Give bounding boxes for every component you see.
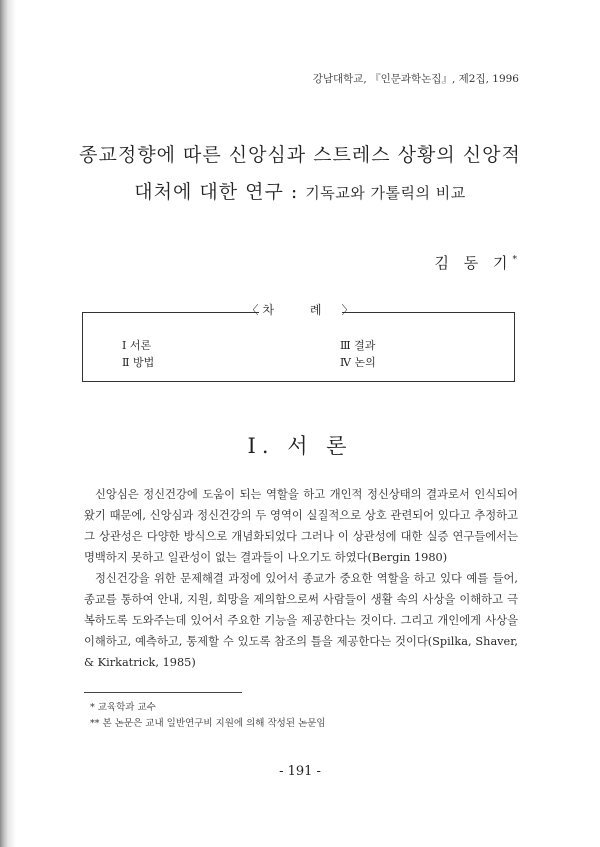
paper-title-main: 대처에 대한 연구 : xyxy=(134,181,306,203)
author-footnote-mark: * xyxy=(512,255,517,265)
body-paragraph: 정신건강을 위한 문제해결 과정에 있어서 종교가 중요한 역할을 하고 있다 예를 들어, 종교를 통하여 안내, 지원, 희망을 제의함으로써 사람들이 생활 속의 사상을 이해하고 극복하도록 도와주는데 있어서 주요한 기능을 제공한다는 것이다. 그리고 개인에게 사상을 이해하고, 예측하고, 통제할 수 있도록 참조의 틀을 제공한다는 것이다(Spilka, Shaver, & Kirkatrick, 1985) xyxy=(84,572,518,669)
footnote: ** 본 논문은 교내 일반연구비 지원에 의해 작성된 논문임 xyxy=(90,718,326,729)
body-text xyxy=(84,484,518,673)
scan-edge-shadow xyxy=(0,0,16,847)
section-heading: Ⅰ. 서 론 xyxy=(247,434,353,458)
toc-heading-text: 차 례 xyxy=(259,303,342,317)
author-name xyxy=(434,252,517,273)
toc-item: Ⅲ 결과 xyxy=(340,339,376,352)
author-name-text: 김 동 기 xyxy=(434,254,513,272)
page-number: - 191 - xyxy=(279,764,321,779)
body-paragraph: 신앙심은 정신건강에 도움이 되는 역할을 하고 개인적 정신상태의 결과로서 인식되어 왔기 때문에, 신앙심과 정신건강의 두 영역이 실질적으로 상호 관련되어 있다고 추정하고 그 상관성은 다양한 방식으로 개념화되었다 그러나 이 상관성에 대한 실증 연구들에서는 명백하지 못하고 일관성이 없는 결과들이 나오기도 하였다(Bergin 1980) xyxy=(84,488,518,564)
toc-heading-right-bracket: 〉 xyxy=(341,303,354,317)
toc-heading xyxy=(0,301,600,318)
toc-heading-left-bracket: 〈 xyxy=(246,303,259,317)
footnote-divider xyxy=(84,692,242,693)
toc-item: Ⅳ 논의 xyxy=(340,356,376,369)
paper-subtitle: 기독교와 가톨릭의 비교 xyxy=(305,184,466,202)
paper-title-line-1: 종교정향에 따른 신앙심과 스트레스 상황의 신앙적 xyxy=(79,144,521,166)
toc-item: Ⅱ 방법 xyxy=(122,356,155,369)
footnote: * 교육학과 교수 xyxy=(90,702,156,713)
journal-citation: 강남대학교, 『인문과학논집』, 제2집, 1996 xyxy=(312,73,519,85)
paper-title-line-2 xyxy=(0,177,600,204)
toc-item: Ⅰ 서론 xyxy=(122,339,152,352)
